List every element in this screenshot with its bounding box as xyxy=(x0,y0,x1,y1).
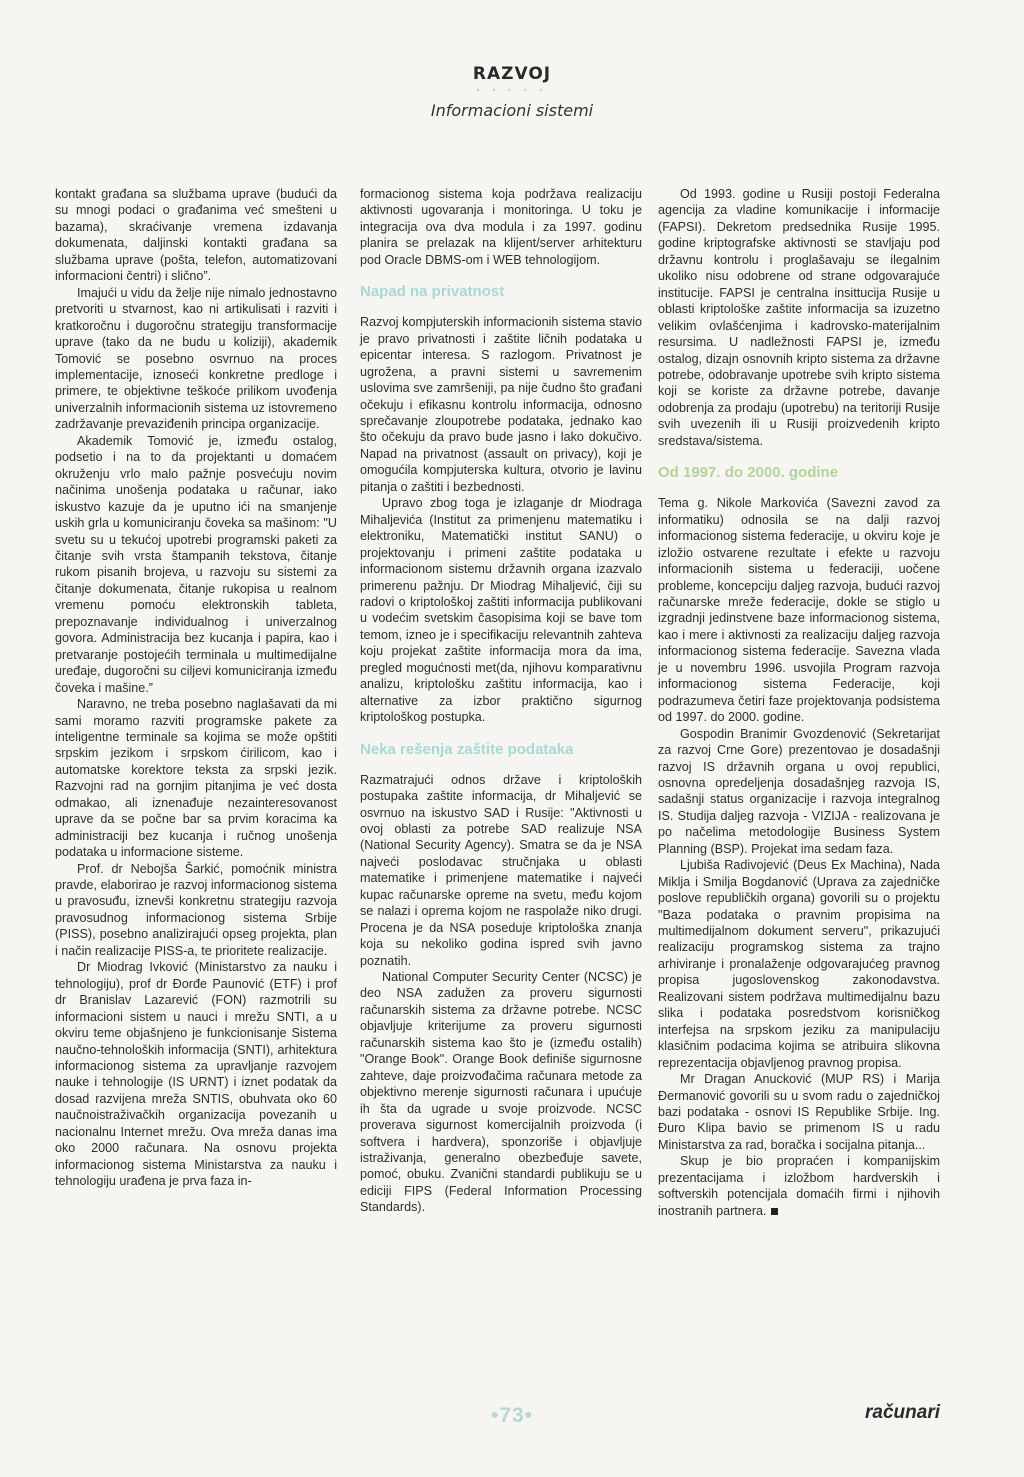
section-label: RAZVOJ xyxy=(472,64,552,84)
article-column-1 xyxy=(55,186,337,1190)
paragraph: Upravo zbog toga je izlaganje dr Miodraga Mihaljevića (Institut za primenjenu matematiku i elektroniku, Matematički institut SANU) o projektovanju i primeni zaštite podataka u informacionom sistemu državnih organa izazvalo primerenu pažnju. Dr Miodrag Mihaljević, čiji su radovi o kriptološkoj zaštiti informacija publikovani u vodećim svetskim časopisima koji se bave tom temom, izneo je i specifikaciju relevantnih zahteva koju projekat zaštite informacija mora da ima, pregled mogućnosti met(da, njihovu komparativnu analizu, kriptološku zaštitu informacija, kao i alternative za izbor praktično sigurnog kriptološkog postupka. xyxy=(360,496,642,725)
paragraph: Razmatrajući odnos države i kriptoloških postupaka zaštite informacija, dr Mihaljević se osvrnuo na iskustvo SAD i Rusije: "Aktivnosti u ovoj oblasti za potrebe SAD realizuje NSA (National Security Agency). Smatra se da je NSA najveći poslodavac stručnjaka u oblasti matematike i primenjene matematike i najveći kupac računarske opreme na svetu, među kojom se nalazi i oprema kojom ne raspolaže niko drugi. Procena je da NSA poseduje kriptološka znanja koja su nekoliko godina ispred svih javno poznatih. xyxy=(360,772,642,968)
paragraph: Imajući u vidu da želje nije nimalo jednostavno pretvoriti u stvarnost, kao ni artikulisati i razviti i kratkoročnu i dugoročnu strategiju transformacije uprave (tako da ne budu u koliziji), akademik Tomović se posebno osvrnuo na proces implementacije, iznoseći konkretne predloge i primere, te objektivne teškoće prilikom uvođenja univerzalnih informacionih sistema uz istovremeno zadržavanje prevaziđenih principa organizacije. xyxy=(55,285,337,432)
paragraph: Dr Miodrag Ivković (Ministarstvo za nauku i tehnologiju), prof dr Đorđe Paunović (ETF) i prof dr Branislav Lazarević (FON) razmotrili su informacioni sistem u nauci i mrežu SNTI, a u okviru teme objašnjeno je funkcionisanje Sistema naučno-tehnoloških informacija (SNTI), arhitektura informacionog sistema za upravljanje razvojem nauke i tehnologije (IS URNT) i iznet podatak da dosad razvijena mreža SNTIS, obuhvata oko 60 naučnoistraživačkih organizacija povezanih u nacionalnu Internet mrežu. Ova mreža danas ima oko 2000 računara. Na osnovu projekta informacionog sistema Ministarstva za nauku i tehnologiju urađena je prva faza in- xyxy=(55,960,337,1189)
paragraph-final-text: Skup je bio propraćen i kompanijskim prezentacijama i izložbom hardverskih i softverskih potencijala domaćih firmi i njihovih inostranih partnera. xyxy=(658,1154,940,1218)
paragraph: Gospodin Branimir Gvozdenović (Sekretarijat za razvoj Crne Gore) prezentovao je dosadašnji razvoj IS državnih organa u ovoj republici, osnovna opredeljenja dosadašnjeg razvoja IS, sadašnji status organizacije i razvoja integralnog IS. Studija daljeg razvoja - VIZIJA - realizovana je po načelima metodologije Business System Planning (BSP). Projekat ima sedam faza. xyxy=(658,726,940,856)
paragraph: Prof. dr Nebojša Šarkić, pomoćnik ministra pravde, elaborirao je razvoj informacionog sistema u pravosuđu, iznevši konkretnu strategiju razvoja pravosudnog informacionog sistema Srbije (PISS), posebno analizirajući opseg projekta, plan i način realizacije PISS-a, te prioritete realizacije. xyxy=(55,861,337,958)
subheading-privacy: Napad na privatnost xyxy=(360,283,505,301)
paragraph-final xyxy=(658,1153,940,1219)
paragraph: Tema g. Nikole Markovića (Savezni zavod za informatiku) odnosila se na dalji razvoj informacionog sistema federacije, u okviru koje je izložio ostvarene rezultate i efekte u razvoju informacionih sistema u federaciji, uočene probleme, koncepciju daljeg razvoja, budući razvoj računarske mreže federacije, dokle se stiglo u izgradnji jedinstvene baze informacionog sistema, kao i mere i aktivnosti za realizaciju daljeg razvoja informacionog sistema federacije. Savezna vlada je u novembru 1996. usvojila Program razvoja informacionog sistema Federacije, koji podrazumeva četiri faze projektovanja podsistema od 1997. do 2000. godine. xyxy=(658,496,940,725)
decorative-dots: • • • • • xyxy=(476,85,548,95)
section-subtitle: Informacioni sistemi xyxy=(430,101,594,120)
paragraph: Mr Dragan Anucković (MUP RS) i Marija Đermanović govorili su u svom radu o zajedničkoj bazi podataka - osnovi IS Republike Srbije. Ing. Đuro Klipa bavio se primenom IS u radu Ministarstva za rad, boračka i socijalna pitanja... xyxy=(658,1072,940,1152)
end-of-article-icon xyxy=(771,1208,778,1215)
paragraph: formacionog sistema koja podržava realizaciju aktivnosti ugovaranja i monitoringa. U toku je integracija ova dva modula i za 1997. godinu planira se prelazak na klijent/server arhitekturu pod Oracle DBMS-om i WEB tehnologijom. xyxy=(360,187,642,267)
article-column-2 xyxy=(360,186,642,1216)
paragraph: Od 1993. godine u Rusiji postoji Federalna agencija za vladine komunikacije i informacije (FAPSI). Dekretom predsednika Rusije 1995. godine kriptografske aktivnosti se stavljaju pod državnu kontrolu i proglašavaju se ilegalnim ukoliko nisu odobrene od strane odgovarajuće institucije. FAPSI je centralna insittucija Rusije u oblasti kriptološke zaštite informacija sa izuzetno velikim ovlašćenjima i kadrovsko-materijalnim resursima. U nadležnosti FAPSI je, između ostalog, dizajn osnovnih kripto sistema za državne potrebe, odobravanje upotrebe svih kripto sistema koji se koriste za državne potrebe, davanje odobrenja za prodaju (upotrebu) na teritoriji Rusije svih uvezenih ili u Rusiji proizvedenih kripto sredstava/sistema. xyxy=(658,187,940,448)
subheading-1997-2000: Od 1997. do 2000. godine xyxy=(658,464,839,482)
paragraph: Akademik Tomović je, između ostalog, podsetio i na to da projektanti u domaćem okruženju vrlo malo pažnje posvećuju novim načinima unošenja podataka u računar, iako iskustvo kazuje da je uputno ići na smanjenje uskih grla u komuniciranju čoveka sa mašinom: "U svetu su u tekućoj upotrebi programski paketi za čitanje svih vrsta štampanih tekstova, čitanje rukom pisanih brojeva, u razvoju su sistemi za čitanje dokumenata, čitanje rukopisa u realnom vremenu pomoću elektronskih tableta, prepoznavanje individualnog i univerzalnog govora. Administracija bez kucanja i papira, kao i pretvaranje postojećih terminala u multimedijalne uređaje, dugoročni su ciljevi komuniciranja između čoveka i mašine.” xyxy=(55,433,337,695)
paragraph: National Computer Security Center (NCSC) je deo NSA zadužen za proveru sigurnosti računarskih sistema za državne potrebe. NCSC objavljuje kriterijume za proveru sigurnosti računarskih sistema kao što je (između ostalih) "Orange Book". Orange Book definiše sigurnosne zahteve, daje proizvođačima računara metode za objektivno merenje sigurnosti računara i upućuje ih šta da ugrade u svoje proizvode. NCSC proverava sigurnost komercijalnih proizvoda (i softvera i hardvera), sponzoriše i objavljuje istraživanja, generalno obezbeđuje savete, pomoć, obuku. Zvanični standardi publikuju se u ediciji FIPS (Federal Information Processing Standards). xyxy=(360,970,642,1215)
magazine-brand: računari xyxy=(865,1402,940,1423)
article-column-3 xyxy=(658,186,940,1219)
page-header xyxy=(0,64,1024,120)
paragraph: kontakt građana sa službama uprave (budući da su mnogi podaci o građanima već smešteni u bazama), skraćivanje vremena izdavanja dokumenata, daljinski kontakti građana sa službama uprave (pošta, telefon, automatizovani informacioni čentri) i slično”. xyxy=(55,187,337,284)
paragraph: Razvoj kompjuterskih informacionih sistema stavio je pravo privatnosti i zaštite ličnih podataka u epicentar interesa. S razlogom. Privatnost je ugrožena, a pravni sistemi u savremenim uslovima sve zamršeniji, pa nije čudno što građani očekuju i efikasnu kontrolu informacija, odnosno sprečavanje zloupotrebe podataka, jednako kao što očekuju da pravo bude jasno i lako dokučivo. Napad na privatnost (assault on privacy), koji je omogućila kompjuterska kultura, otvorio je lavinu pitanja o zaštiti i bezbednosti. xyxy=(360,315,642,494)
paragraph: Ljubiša Radivojević (Deus Ex Machina), Nada Miklja i Smilja Bogdanović (Uprava za zajedničke poslove republičkih organa) govorili su o projektu "Baza podataka o pravnim propisima na multimedijalnom dokument serveru", prikazujući realizaciju programskog sistema za trajno arhiviranje i pronalaženje odgovarajućeg pravnog propisa jugoslovenskog zakonodavstva. Realizovani sistem podržava multimedijalnu bazu slika i podataka posredstvom korisničkog interfejsa na srpskom jeziku za manipulaciju klasičnim podacima kojima se atribuira slikovna reprezentacija objavljenog pravnog propisa. xyxy=(658,858,940,1070)
paragraph: Naravno, ne treba posebno naglašavati da mi sami moramo razviti programske pakete za inteligentne terminale sa kojima se može opštiti srpskim jezikom i srpskom ćirilicom, kao i automatske korektore teksta za srpski jezik. Razvojni rad na gornjim pitanjima je već dosta odmakao, ali iznenađuje nezainteresovanost uprave da se počne bar sa prvim koracima ka administraciji bez kucanja i ručnog unošenja podataka u informacione sisteme. xyxy=(55,697,337,860)
subheading-data-protection: Neka rešenja zaštite podataka xyxy=(360,740,574,758)
page-number: •73• xyxy=(490,1404,534,1427)
